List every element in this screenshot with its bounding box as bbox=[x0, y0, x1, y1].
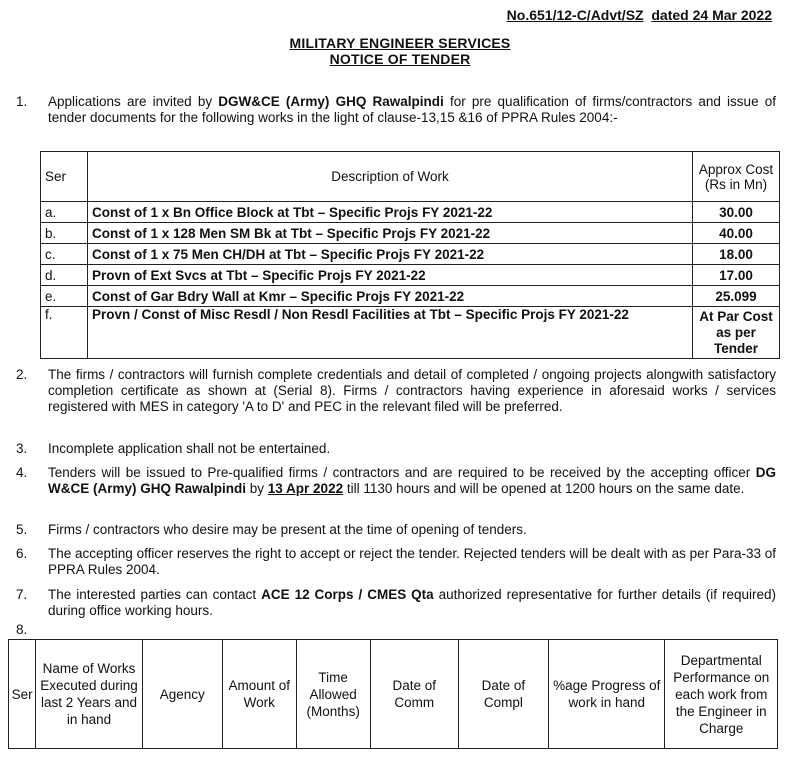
exp-header-amount: Amount of Work bbox=[222, 640, 296, 749]
table-row: e. Const of Gar Bdry Wall at Kmr – Specific Projs FY 2021-22 25.099 bbox=[41, 286, 780, 307]
header-description: Description of Work bbox=[88, 152, 693, 202]
ref-date: dated 24 Mar 2022 bbox=[651, 7, 772, 23]
paragraph-7: 7. The interested parties can contact ACE 12 Corps / CMES Qta authorized representative for further details (if required) during office working hours. bbox=[16, 587, 776, 618]
exp-header-ser: Ser bbox=[9, 640, 36, 749]
exp-header-comm: Date of Comm bbox=[370, 640, 458, 749]
paragraph-5: 5. Firms / contractors who desire may be present at the time of opening of tenders. bbox=[16, 522, 527, 537]
reference-number bbox=[507, 7, 772, 23]
exp-header-time: Time Allowed (Months) bbox=[296, 640, 370, 749]
exp-header-performance: Departmental Performance on each work from the Engineer in Charge bbox=[665, 640, 778, 749]
submission-date: 13 Apr 2022 bbox=[267, 481, 344, 496]
ref-prefix: No.651/12-C/Advt/SZ bbox=[506, 7, 644, 23]
accepting-officer: DG W&CE (Army) GHQ Rawalpindi bbox=[48, 465, 776, 496]
paragraph-6: 6. The accepting officer reserves the right to accept or reject the tender. Rejected tenders will be dealt with as per Para-33 of PPRA Rules 2004. bbox=[16, 546, 776, 577]
table-row: f. Provn / Const of Misc Resdl / Non Resdl Facilities at Tbt – Specific Projs FY 2021-22 At Par Cost as per Tender bbox=[41, 307, 780, 359]
exp-header-compl: Date of Compl bbox=[458, 640, 548, 749]
table-row: b. Const of 1 x 128 Men SM Bk at Tbt – Specific Projs FY 2021-22 40.00 bbox=[41, 223, 780, 244]
header-ser: Ser bbox=[41, 152, 88, 202]
table-row: a. Const of 1 x Bn Office Block at Tbt – Specific Projs FY 2021-22 30.00 bbox=[41, 202, 780, 223]
works-table bbox=[40, 151, 780, 359]
experience-table bbox=[8, 639, 778, 749]
contact-office: ACE 12 Corps / CMES Qta bbox=[261, 587, 434, 602]
exp-header-works: Name of Works Executed during last 2 Years and in hand bbox=[36, 640, 142, 749]
exp-header-agency: Agency bbox=[142, 640, 222, 749]
header-cost: Approx Cost (Rs in Mn) bbox=[693, 152, 780, 202]
para-number: 1. bbox=[16, 94, 28, 109]
org-heading: MILITARY ENGINEER SERVICES bbox=[289, 35, 511, 51]
issuing-authority: DGW&CE (Army) GHQ Rawalpindi bbox=[218, 94, 444, 109]
paragraph-4: 4. Tenders will be issued to Pre-qualified firms / contractors and are required to be received by the accepting officer DG W&CE (Army) GHQ Rawalpindi by 13 Apr 2022 till 1130 hours and will be opened at 1200 hours on the same date. bbox=[16, 465, 776, 496]
table-row: c. Const of 1 x 75 Men CH/DH at Tbt – Specific Projs FY 2021-22 18.00 bbox=[41, 244, 780, 265]
exp-header-progress: %age Progress of work in hand bbox=[548, 640, 665, 749]
paragraph-2: 2. The firms / contractors will furnish complete credentials and detail of completed / ongoing projects alongwith satisfactory completion certificate as shown at (Serial 8). Firms / contractors having experience in aforesaid works / services registered with MES in category 'A to D' and PEC in the relevant filed will be preferred. bbox=[16, 367, 776, 414]
paragraph-3: 3. Incomplete application shall not be entertained. bbox=[16, 441, 331, 456]
notice-title: NOTICE OF TENDER bbox=[329, 51, 471, 67]
paragraph-1: 1. Applications are invited by DGW&CE (Army) GHQ Rawalpindi for pre qualification of firms/contractors and issue of tender documents for the following works in the light of clause-13,15 &16 of PPRA Rules 2004:- bbox=[16, 94, 776, 125]
table-row: d. Provn of Ext Svcs at Tbt – Specific Projs FY 2021-22 17.00 bbox=[41, 265, 780, 286]
